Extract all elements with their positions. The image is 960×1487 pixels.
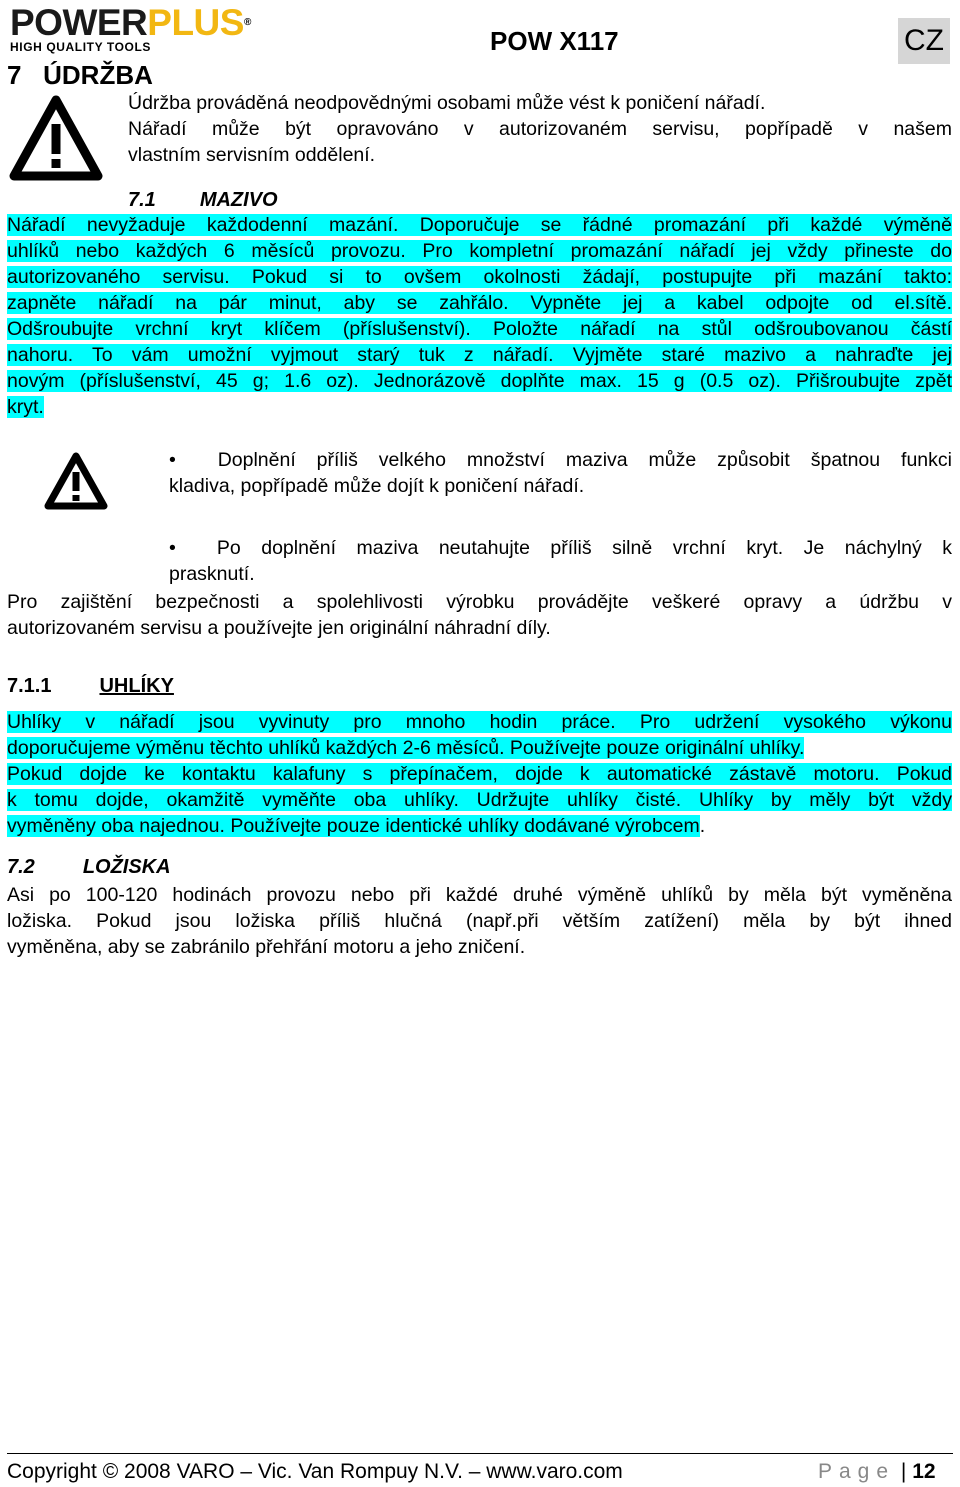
page-separator: | (900, 1460, 907, 1483)
warning-triangle-icon (44, 452, 108, 516)
page-number: 12 (912, 1460, 936, 1483)
text-line (7, 264, 952, 290)
text-line (7, 735, 952, 761)
text-line (7, 290, 952, 316)
subsection-title: UHLÍKY (99, 675, 174, 697)
text-line: vlastním servisním oddělení. (128, 144, 376, 166)
carbon-brushes-paragraph (7, 709, 952, 839)
sentence-end: . (699, 815, 706, 837)
text-line (7, 394, 952, 420)
text-line: autorizovaném servisu a používejte jen originální náhradní díly. (7, 617, 551, 639)
highlighted-text: k tomu dojde, okamžitě vyměňte oba uhlíky. Udržujte uhlíky čisté. Uhlíky by měly být vždy (7, 789, 952, 811)
highlighted-text: Pokud dojde ke kontaktu kalafuny s přepínačem, dojde k automatické zástavě motoru. Pokud (7, 763, 952, 785)
subsection-heading-carbon-brushes (7, 675, 174, 698)
text-line: prasknutí. (169, 563, 255, 585)
text-line: kladiva, popřípadě může dojít k poničení nářadí. (169, 475, 585, 497)
logo-wordmark (10, 2, 251, 43)
subsection-heading-bearings (7, 856, 171, 879)
text-line: vyměněna, aby se zabránilo přehřání motoru a jeho zničení. (7, 936, 526, 958)
text-line (7, 212, 952, 238)
page-indicator (818, 1460, 936, 1484)
text-line (7, 787, 952, 813)
bullet-text: Po doplnění maziva neutahujte příliš silně vrchní kryt. Je náchylný k (216, 537, 952, 559)
safety-paragraph (7, 589, 952, 641)
logo-registered-mark: ® (243, 17, 251, 28)
list-item (169, 447, 952, 499)
highlighted-text: Uhlíky v nářadí jsou vyvinuty pro mnoho hodin práce. Pro udržení vysokého výkonu (7, 711, 952, 733)
footer-copyright: Copyright © 2008 VARO – Vic. Van Rompuy N.V. – www.varo.com (7, 1460, 623, 1483)
text-line (7, 709, 952, 735)
bearings-paragraph (7, 882, 952, 960)
lubricant-paragraph (7, 212, 952, 420)
highlighted-text: novým (příslušenství, 45 g; 1.6 oz). Jednorázově doplňte max. 15 g (0.5 oz). Přišroubujte zpět (7, 370, 952, 392)
warning-triangle-icon (8, 94, 104, 188)
text-line: Údržba prováděná neodpovědnými osobami může vést k poničení nářadí. (128, 92, 766, 114)
highlighted-text: nahoru. To vám umožní vyjmout starý tuk z nářadí. Vyjměte staré mazivo a nahraďte jej (7, 344, 952, 366)
text-line-content: Nářadí může být opravováno v autorizovaném servisu, popřípadě v našem (128, 118, 952, 140)
logo-power-text: POWER (10, 2, 148, 43)
maintenance-warning-text (128, 90, 952, 168)
highlighted-text: Odšroubujte vrchní kryt klíčem (příslušenství). Položte nářadí na stůl odšroubovanou částí (7, 318, 952, 340)
text-line (7, 813, 952, 839)
subsection-number: 7.2 (7, 856, 35, 878)
bullet-text: Doplnění příliš velkého množství maziva může způsobit špatnou funkci (217, 449, 952, 471)
subsection-heading-lubricant (128, 189, 278, 212)
highlighted-text: Nářadí nevyžaduje každodenní mazání. Doporučuje se řádné promazání při každé výměně (7, 214, 952, 236)
page-label: Page (818, 1460, 896, 1483)
footer-divider (7, 1453, 953, 1454)
text-line (7, 238, 952, 264)
brand-logo (10, 2, 251, 54)
text-line (7, 368, 952, 394)
subsection-title: LOŽISKA (82, 856, 171, 878)
subsection-number: 7.1 (128, 189, 156, 211)
bullet-list (169, 447, 952, 587)
text-line (7, 761, 952, 787)
highlighted-text: kryt. (7, 396, 44, 418)
text-line-content: ložiska. Pokud jsou ložiska příliš hlučná (např.při větším zatížení) měla by být ihned (7, 910, 952, 932)
logo-tagline: HIGH QUALITY TOOLS (10, 40, 152, 54)
subsection-title: MAZIVO (199, 189, 278, 211)
text-line-content: Asi po 100-120 hodinách provozu nebo při každé druhé výměně uhlíků by měla být vyměněna (7, 884, 952, 906)
text-line: • Po doplnění maziva neutahujte příliš silně vrchní kryt. Je náchylný k (169, 537, 952, 559)
section-heading-maintenance: 7 ÚDRŽBA (7, 60, 153, 90)
text-line (7, 589, 952, 615)
highlighted-text: zapněte nářadí na pár minut, aby se zahřálo. Vypněte jej a kabel odpojte od el.sítě. (7, 292, 952, 314)
text-line (7, 342, 952, 368)
highlighted-text: autorizovaného servisu. Pokud si to ovšem okolnosti žádají, postupujte při mazání takto: (7, 266, 952, 288)
text-line: • Doplnění příliš velkého množství maziva může způsobit špatnou funkci (169, 449, 952, 471)
subsection-number: 7.1.1 (7, 675, 52, 697)
model-number: POW X117 (490, 26, 619, 56)
text-line (128, 116, 952, 142)
highlighted-text: uhlíků nebo každých 6 měsíců provozu. Pro kompletní promazání nářadí jej vždy přineste do (7, 240, 952, 262)
list-item (169, 535, 952, 587)
highlighted-text: doporučujeme výměnu těchto uhlíků každých 2-6 měsíců. Používejte pouze originální uhlíky. (7, 737, 805, 759)
text-line (7, 882, 952, 908)
language-badge: CZ (898, 18, 950, 64)
text-line (7, 908, 952, 934)
highlighted-text: vyměněny oba najednou. Používejte pouze identické uhlíky dodávané výrobcem (7, 815, 700, 837)
logo-plus-text: PLUS (147, 2, 244, 43)
text-line-content: Pro zajištění bezpečnosti a spolehlivosti výrobku provádějte veškeré opravy a údržbu v (7, 591, 952, 613)
text-line (7, 316, 952, 342)
